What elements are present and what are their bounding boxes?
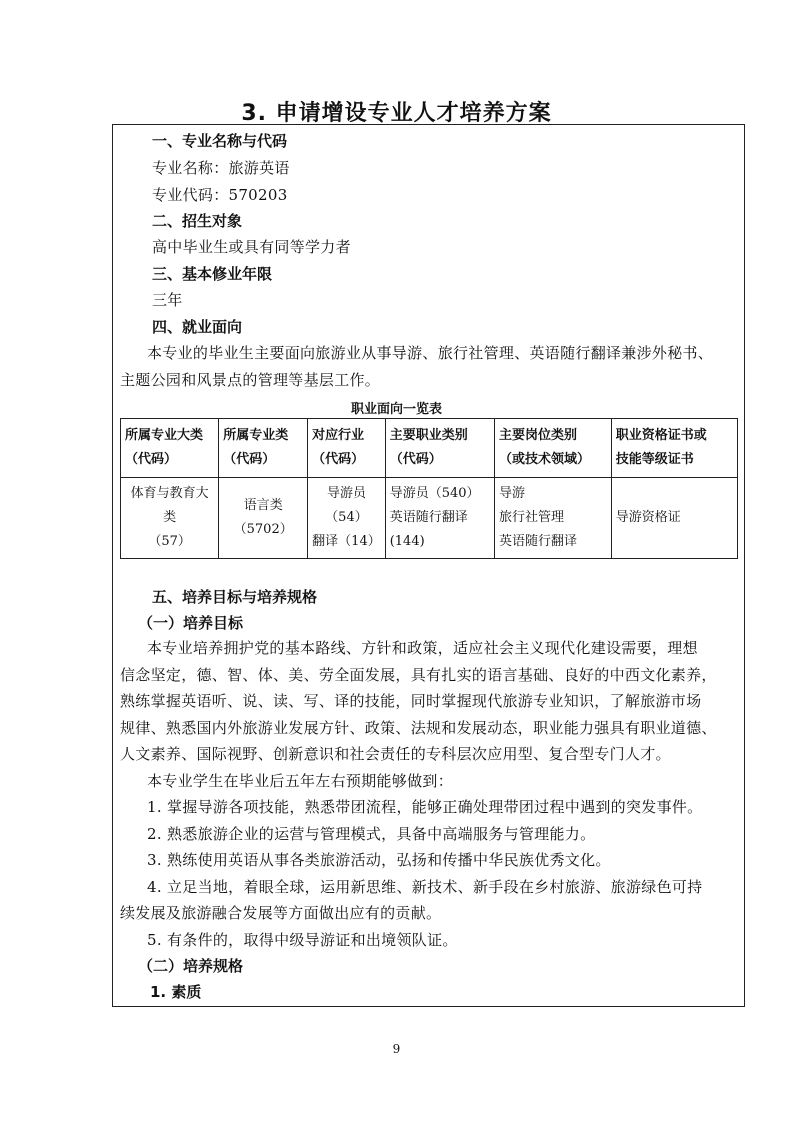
goal-item: 3. 熟练使用英语从事各类旅游活动，弘扬和传播中华民族优秀文化。	[147, 851, 611, 869]
goal-item: 2. 熟悉旅游企业的运营与管理模式，具备中高端服务与管理能力。	[147, 825, 596, 843]
goals-para-line: 熟练掌握英语听、说、读、写、译的技能，同时掌握现代旅游专业知识，了解旅游市场	[120, 692, 702, 710]
goals-para-line: 规律、熟悉国内外旅游业发展方针、政策、法规和发展动态，职业能力强具有职业道德、	[120, 719, 717, 737]
table-header-cell: 所属专业大类 （代码）	[121, 419, 219, 478]
employment-para-line: 主题公园和风景点的管理等基层工作。	[120, 371, 381, 389]
section-heading-enrollment: 二、招生对象	[152, 212, 243, 230]
table-cell: 导游 旅行社管理 英语随行翻译	[494, 478, 611, 559]
major-name-line: 专业名称：旅游英语	[152, 159, 290, 177]
goals-para-line: 本专业培养拥护党的基本路线、方针和政策，适应社会主义现代化建设需要，理想	[147, 639, 698, 657]
table-cell: 导游资格证	[611, 478, 737, 559]
table-header-cell: 对应行业 （代码）	[308, 419, 386, 478]
goals-para-line: 信念坚定，德、智、体、美、劳全面发展，具有扎实的语言基础、良好的中西文化素养，	[120, 666, 717, 684]
table-cell: 体育与教育大 类 （57）	[121, 478, 219, 559]
major-code-line: 专业代码：570203	[152, 186, 288, 204]
goals-para-line: 人文素养、国际视野、创新意识和社会责任的专科层次应用型、复合型专门人才。	[120, 745, 671, 763]
goal-item: 4. 立足当地，着眼全球，运用新思维、新技术、新手段在乡村旅游、旅游绿色可持	[147, 878, 703, 896]
subheading-specs: （二）培养规格	[138, 957, 244, 975]
page-number: 9	[392, 1042, 401, 1056]
table-header-cell: 主要职业类别 （代码）	[385, 419, 494, 478]
page-title: 3. 申请增设专业人才培养方案	[241, 101, 552, 126]
duration-text: 三年	[152, 291, 183, 309]
table-header-cell: 所属专业类 （代码）	[219, 419, 308, 478]
table-row	[121, 478, 738, 559]
employment-table	[120, 418, 738, 559]
section-heading-goals-specs: 五、培养目标与培养规格	[152, 588, 318, 606]
subheading-goals: （一）培养目标	[138, 614, 244, 632]
goal-item: 1. 掌握导游各项技能，熟悉带团流程，能够正确处理带团过程中遇到的突发事件。	[147, 798, 703, 816]
employment-para-line: 本专业的毕业生主要面向旅游业从事导游、旅行社管理、英语随行翻译兼涉外秘书、	[147, 344, 714, 362]
table-cell: 导游员 （54） 翻译（14）	[308, 478, 386, 559]
table-header-row	[121, 419, 738, 478]
table-cell: 导游员（540） 英语随行翻译 (144)	[385, 478, 494, 559]
goal-item: 续发展及旅游融合发展等方面做出应有的贡献。	[120, 904, 442, 922]
section-heading-duration: 三、基本修业年限	[152, 265, 273, 283]
table-header-cell: 职业资格证书或 技能等级证书	[611, 419, 737, 478]
enrollment-text: 高中毕业生或具有同等学力者	[152, 238, 351, 256]
table-header-cell: 主要岗位类别 （或技术领域）	[494, 419, 611, 478]
table-caption: 职业面向一览表	[350, 402, 442, 417]
subheading-quality: 1. 素质	[150, 983, 202, 1001]
section-heading-name-code: 一、专业名称与代码	[152, 132, 288, 150]
table-cell: 语言类 （5702）	[219, 478, 308, 559]
goal-item: 5. 有条件的，取得中级导游证和出境领队证。	[147, 931, 458, 949]
goals-intro: 本专业学生在毕业后五年左右预期能够做到：	[147, 772, 454, 790]
section-heading-employment: 四、就业面向	[152, 318, 243, 336]
